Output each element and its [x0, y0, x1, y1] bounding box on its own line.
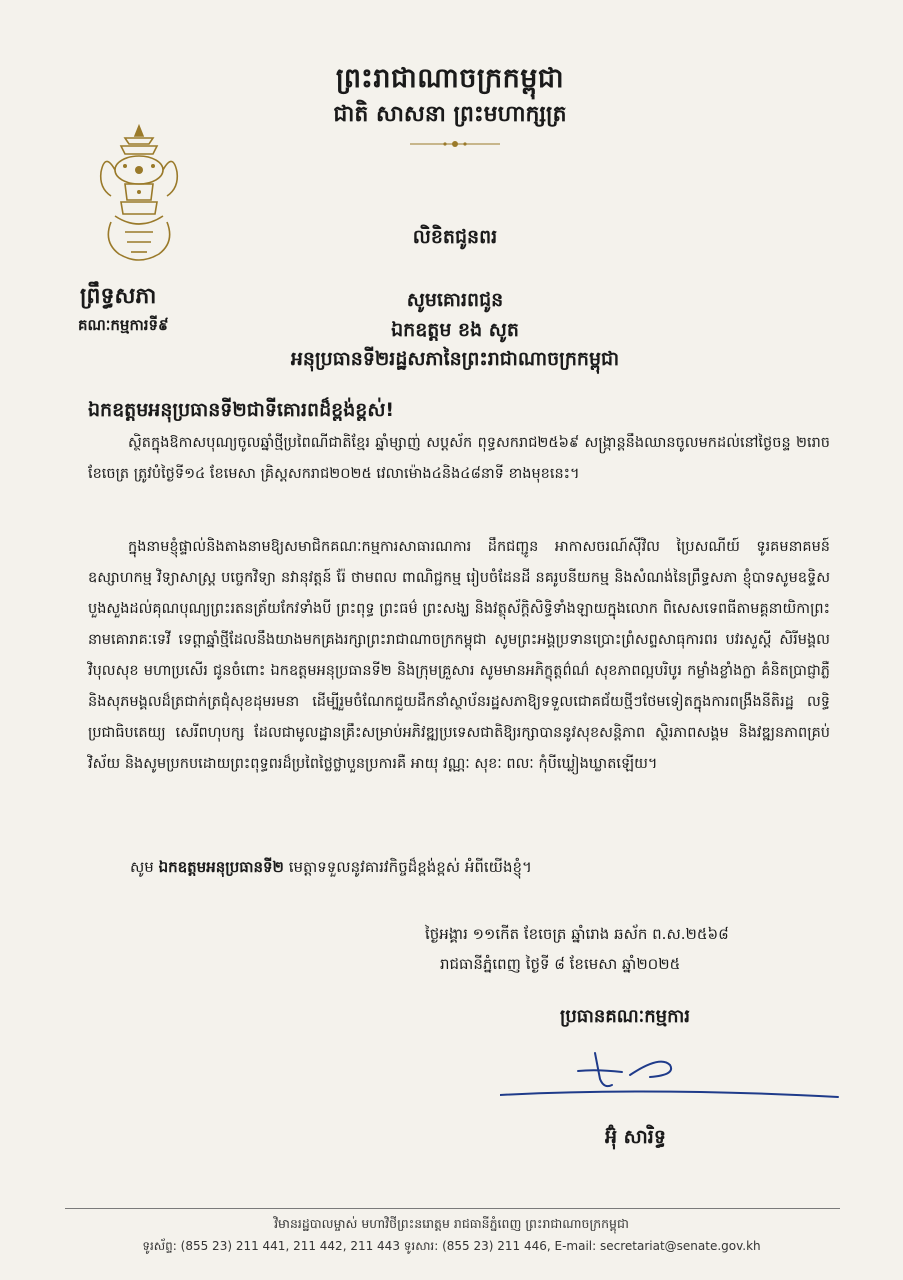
commission-name: គណៈកម្មការទី៩	[78, 316, 169, 334]
organization-name: ព្រឹទ្ធសភា	[80, 284, 157, 309]
signer-name: អ៊ុំ សារិទ្ធ	[605, 1126, 666, 1148]
body-paragraph-2: ក្នុងនាមខ្ញុំផ្ទាល់និងតាងនាមឱ្យសមាជិកគណៈកម្មការសាធារណការ ដឹកជញ្ជូន អាកាសចរណ៍ស៊ីវិល ប្រៃសណីយ៍ ទូរគមនាគមន៍ ឧស្សាហកម្ម វិទ្យាសាស្ត្រ បច្ចេកវិទ្យា នវានុវត្តន៍ រ៉ែ ថាមពល ពាណិជ្ជកម្ម រៀបចំដែនដី នគរូបនីយកម្ម និងសំណង់នៃព្រឹទ្ធសភា ខ្ញុំបាទសូមឧទ្ទិសបួងសួងដល់គុណបុណ្យព្រះរតនត្រ័យកែវទាំងបី ព្រះពុទ្ធ ព្រះធម៌ ព្រះសង្ឃ និងវត្ថុស័ក្តិសិទ្ធិទាំងឡាយក្នុងលោក ពិសេសទេពធីតាមគ្គនាយិកាព្រះនាមគោរាគៈទេវី ទេព្តាឆ្នាំថ្មីដែលនឹងយាងមកគ្រងរក្សាព្រះរាជាណាចក្រកម្ពុជា សូមព្រះអង្គប្រទានប្រោះព្រំសព្ទសាធុការពរ បវរសួស្តី សិរីមង្គល វិបុលសុខ មហាប្រសើរ ជូនចំពោះ ឯកឧត្តមអនុប្រធានទី២ និងក្រុមគ្រួសារ សូមមានអភិក្ខុត្តព៌ណ៌ សុខភាពល្អបរិបូរ កម្លាំងខ្លាំងក្លា គំនិតប្រាជ្ញាភ្លឺ និងសុភមង្គលដ៏ត្រជាក់ត្រជុំសុខដុមរមនា ដើម្បីរួមចំណែកជួយដឹកនាំស្ថាប័នរដ្ឋសភាឱ្យទទួលជោគជ័យថ្មីៗថែមទៀតក្នុងការពង្រឹងនីតិរដ្ឋ លទ្ធិប្រជាធិបតេយ្យ សេរីពហុបក្ស ដែលជាមូលដ្ឋានគ្រឹះសម្រាប់អភិវឌ្ឍប្រទេសជាតិឱ្យរក្សាបាននូវសុខសន្តិភាព ស្ថិរភាពសង្គម និងវឌ្ឍនភាពគ្រប់វិស័យ និងសូមប្រកបដោយព្រះពុទ្ធពរដ៏ប្រពៃថ្លៃថ្លាបួនប្រការគឺ អាយុ វណ្ណៈ សុខៈ ពលៈ កុំបីឃ្លៀងឃ្លាតឡើយ។	[88, 539, 830, 772]
recipient-greeting: សូមគោរពជូន	[406, 289, 504, 311]
senate-emblem-icon	[95, 122, 183, 272]
signature-icon	[500, 1045, 840, 1105]
recipient-position: អនុប្រធានទី២រដ្ឋសភានៃព្រះរាជាណាចក្រកម្ពុជា	[290, 348, 620, 370]
document-type: លិខិតជូនពរ	[412, 226, 498, 248]
footer-contact: ទូរស័ព្ទ: (855 23) 211 441, 211 442, 211 443 ទូរសារ: (855 23) 211 446, E-mail: secretariat@senate.gov.kh	[142, 1239, 761, 1253]
signer-title: ប្រធានគណៈកម្មការ	[560, 1006, 690, 1027]
closing-suffix: មេត្តាទទួលនូវគារវកិច្ចដ៏ខ្ពង់ខ្ពស់ អំពីយើងខ្ញុំ។	[288, 858, 532, 876]
closing-prefix: សូម	[130, 858, 154, 876]
national-motto: ជាតិ សាសនា ព្រះមហាក្សត្រ	[333, 102, 567, 127]
footer-divider	[65, 1208, 840, 1209]
body-paragraph-1: ស្ថិតក្នុងឱកាសបុណ្យចូលឆ្នាំថ្មីប្រពៃណីជាតិខ្មែរ ឆ្នាំម្សាញ់ សប្តស័ក ពុទ្ធសករាជ២៥៦៩ សង្ក្រាន្តនឹងឈានចូលមកដល់នៅថ្ងៃចន្ទ ២រោច ខែចេត្រ ត្រូវបំថ្ងៃទី១៤ ខែមេសា គ្រិស្តសករាជ២០២៥ វេលាម៉ោង៤និង៤៨នាទី ខាងមុខនេះ។	[88, 435, 830, 482]
lunar-date: ថ្ងៃអង្គារ ១១កើត ខែចេត្រ ឆ្នាំរោង ឆស័ក ព.ស.២៥៦៨	[425, 925, 729, 943]
closing-line	[130, 858, 532, 880]
ornament-divider-icon	[410, 140, 500, 148]
solar-date: រាជធានីភ្នំពេញ ថ្ងៃទី ៨ ខែមេសា ឆ្នាំ២០២៥	[440, 955, 681, 973]
kingdom-title: ព្រះរាជាណាចក្រកម្ពុជា	[335, 63, 565, 94]
salutation: ឯកឧត្តមអនុប្រធានទី២ជាទីគោរពដ៏ខ្ពង់ខ្ពស់!	[88, 399, 395, 421]
footer-address: វិមានរដ្ឋបាលម្ចាស់ មហាវិថីព្រះនរោត្តម រាជធានីភ្នំពេញ ព្រះរាជាណាចក្រកម្ពុជា	[274, 1216, 629, 1231]
closing-name: ឯកឧត្តមអនុប្រធានទី២	[158, 858, 284, 876]
recipient-name: ឯកឧត្តម ខង សូត	[391, 319, 519, 341]
